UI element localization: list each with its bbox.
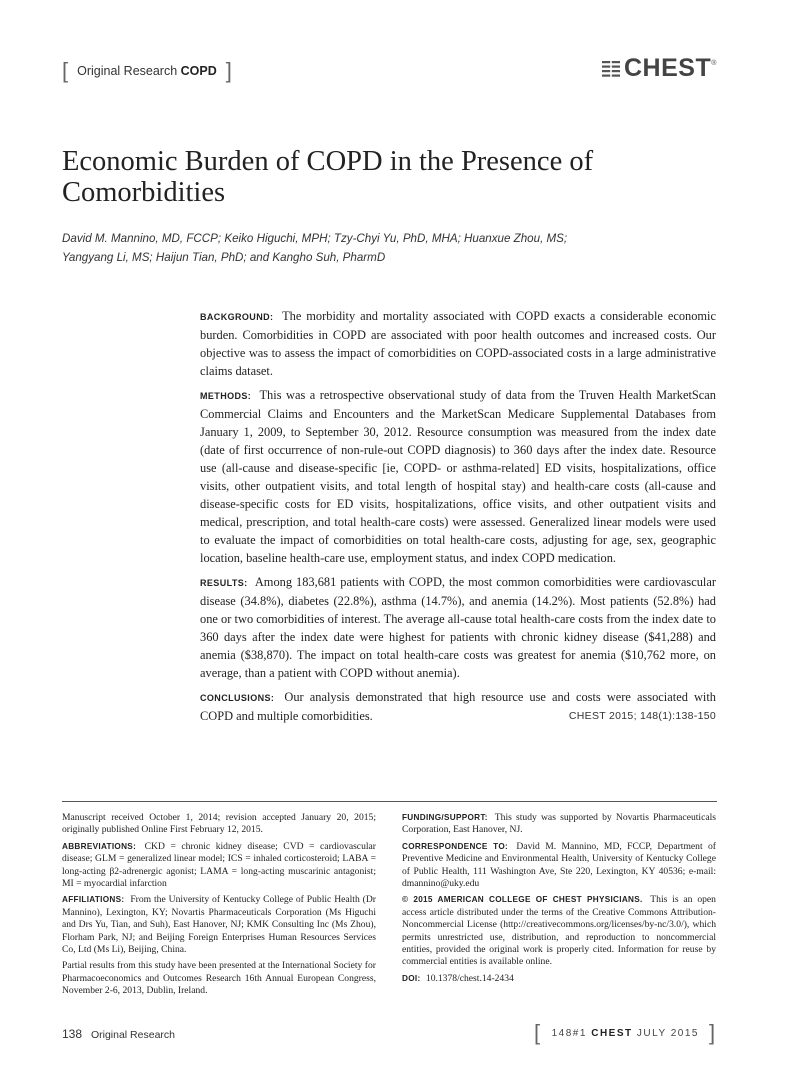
doi xyxy=(402,973,716,985)
footnotes-left-column xyxy=(62,812,376,1002)
copyright-label: © 2015 AMERICAN COLLEGE OF CHEST PHYSICIANS. xyxy=(402,895,643,905)
page-footer-left xyxy=(62,1027,175,1041)
abstract-methods xyxy=(200,386,716,567)
affiliations xyxy=(62,894,376,956)
section-topic: COPD xyxy=(180,64,217,78)
correspondence-label: CORRESPONDENCE TO: xyxy=(402,841,509,851)
affiliations-label: AFFILIATIONS: xyxy=(62,895,125,905)
funding-label: FUNDING/SUPPORT: xyxy=(402,813,488,822)
footer-date: JULY 2015 xyxy=(636,1027,699,1039)
footer-right-bracket: ] xyxy=(708,1020,717,1045)
copyright-text: This is an open access article distributed under the terms of the Creative Commons Attribution-Noncommercial License (http://creativecommons.org/licenses/by-nc/3.0/), which permits unrestricted use, distribution, and reproduction to noncommercial entities, provided the original work is properly cited. Information for reuse by commercial entities is available online. xyxy=(402,894,716,968)
footer-issue-info xyxy=(542,1028,709,1039)
results-label: RESULTS: xyxy=(200,578,248,588)
affiliations-text: From the University of Kentucky College of Public Health (Dr Mannino), Lexington, KY; Novartis Pharmaceuticals Corporation (Ms Higuchi and Drs Yu, Tian, and Suh), East Hanover, NJ; KMK Consulting Inc (Ms Zhou), Florham Park, NJ; and Beijing Foreign Enterprises Human Resources Services Co, Ltd (Ms Li), Beijing, China. xyxy=(62,894,376,956)
left-bracket: [ xyxy=(62,58,69,83)
copyright xyxy=(402,894,716,968)
footer-journal: CHEST xyxy=(591,1027,633,1039)
correspondence-text: David M. Mannino, MD, FCCP, Department of Preventive Medicine and Environmental Health, University of Kentucky College of Public Health, 111 Washington Ave, Ste 220, Lexington, KY 40536; e-mail: dmannino@uky.edu xyxy=(402,840,716,890)
results-text: Among 183,681 patients with COPD, the most common comorbidities were cardiovascular disease (34.8%), diabetes (22.8%), asthma (14.7%), and anemia (14.2%). Most patients (52.8%) had one or two comorbidities of interest. The average all-cause total health-care costs from the index date to 360 days after the index date were highest for patients with chronic kidney disease ($41,288) and anemia ($38,870). The impact on total health-care costs was greatest for anemia ($10,762 more, on average, than a patient with COPD without anemia). xyxy=(200,575,716,680)
footer-left-bracket: [ xyxy=(534,1020,542,1045)
background-label: BACKGROUND: xyxy=(200,312,274,322)
author-line-1: David M. Mannino, MD, FCCP; Keiko Higuchi, MPH; Tzy-Chyi Yu, PhD, MHA; Huanxue Zhou, MS; xyxy=(62,232,568,245)
abbreviations-label: ABBREVIATIONS: xyxy=(62,841,137,851)
manuscript-dates: Manuscript received October 1, 2014; revision accepted January 20, 2015; originally published Online First February 12, 2015. xyxy=(62,812,376,836)
citation: CHEST 2015; 148(1):138-150 xyxy=(568,710,716,722)
logo-text: CHEST xyxy=(624,54,712,82)
abstract-results xyxy=(200,573,716,682)
abstract-conclusions xyxy=(200,688,716,725)
funding xyxy=(402,812,716,837)
section-label xyxy=(68,64,226,78)
author-line-2: Yangyang Li, MS; Haijun Tian, PhD; and Kangho Suh, PharmD xyxy=(62,251,386,264)
funding-text: This study was supported by Novartis Pharmaceuticals Corporation, East Hanover, NJ. xyxy=(402,812,716,836)
footnote-divider xyxy=(62,801,717,802)
section-prefix: Original Research xyxy=(77,64,178,78)
logo-trademark: ® xyxy=(711,60,717,67)
article-title: Economic Burden of COPD in the Presence of Comorbidities xyxy=(62,146,594,208)
background-text: The morbidity and mortality associated with COPD exacts a considerable economic burden. Comorbidities in COPD are associated with poor health outcomes and increased costs. Our objective was to assess the impact of comorbidities on COPD-associated costs in a large administrative claims dataset. xyxy=(200,309,716,378)
abstract xyxy=(200,307,716,731)
doi-link[interactable]: 10.1378/chest.14-2434 xyxy=(425,972,514,984)
doi-label: DOI: xyxy=(402,973,421,983)
presentation-note: Partial results from this study have been presented at the International Society for Pharmacoeconomics and Outcomes Research 16th Annual European Congress, November 2-6, 2013, Dublin, Ireland. xyxy=(62,960,376,997)
footer-issue: 148#1 xyxy=(551,1027,587,1039)
page-number: 138 xyxy=(62,1027,83,1041)
abstract-background xyxy=(200,307,716,380)
footnotes-right-column xyxy=(402,812,716,989)
methods-label: METHODS: xyxy=(200,391,252,401)
conclusions-text: Our analysis demonstrated that high resource use and costs were associated with COPD and multiple comorbidities. xyxy=(200,690,716,723)
author-list xyxy=(62,229,702,267)
section-tag xyxy=(62,60,232,82)
page-footer-right xyxy=(534,1022,717,1044)
right-bracket: ] xyxy=(225,58,232,83)
correspondence xyxy=(402,841,716,891)
methods-text: This was a retrospective observational study of data from the Truven Health MarketScan Commercial Claims and Encounters and the MarketScan Medicare Supplemental Databases from January 1, 2009, to September 30, 2012. Resource consumption was measured from the index date (date of first occurrence of non-rule-out COPD diagnosis) to 360 days after the index date. Resource use (all-cause and disease-specific [ie, COPD- or asthma-related] ED visits, hospitalizations, office visits, other outpatient visits, and total length of hospital stay) and health-care costs (all-cause and disease-specific costs for ED visits, hospitalizations, office visits, and other outpatient visits and medical, prescription, and total health-care costs) were assessed. Generalized linear models were used to evaluate the impact of comorbidities on total health-care costs, adjusting for age, sex, geographic location, baseline health-care use, employment status, and index COPD medication. xyxy=(200,388,716,565)
abbreviations-text: CKD = chronic kidney disease; CVD = cardiovascular disease; GLM = generalized linear model; ICS = inhaled corticosteroid; LABA = long-acting β2-adrenergic agonist; LAMA = long-acting muscarinic antagonist; MI = myocardial infarction xyxy=(62,840,376,890)
chest-logo xyxy=(602,54,716,83)
conclusions-label: CONCLUSIONS: xyxy=(200,693,275,703)
abbreviations xyxy=(62,841,376,891)
footer-section: Original Research xyxy=(90,1029,175,1041)
chest-logo-icon xyxy=(602,59,620,79)
